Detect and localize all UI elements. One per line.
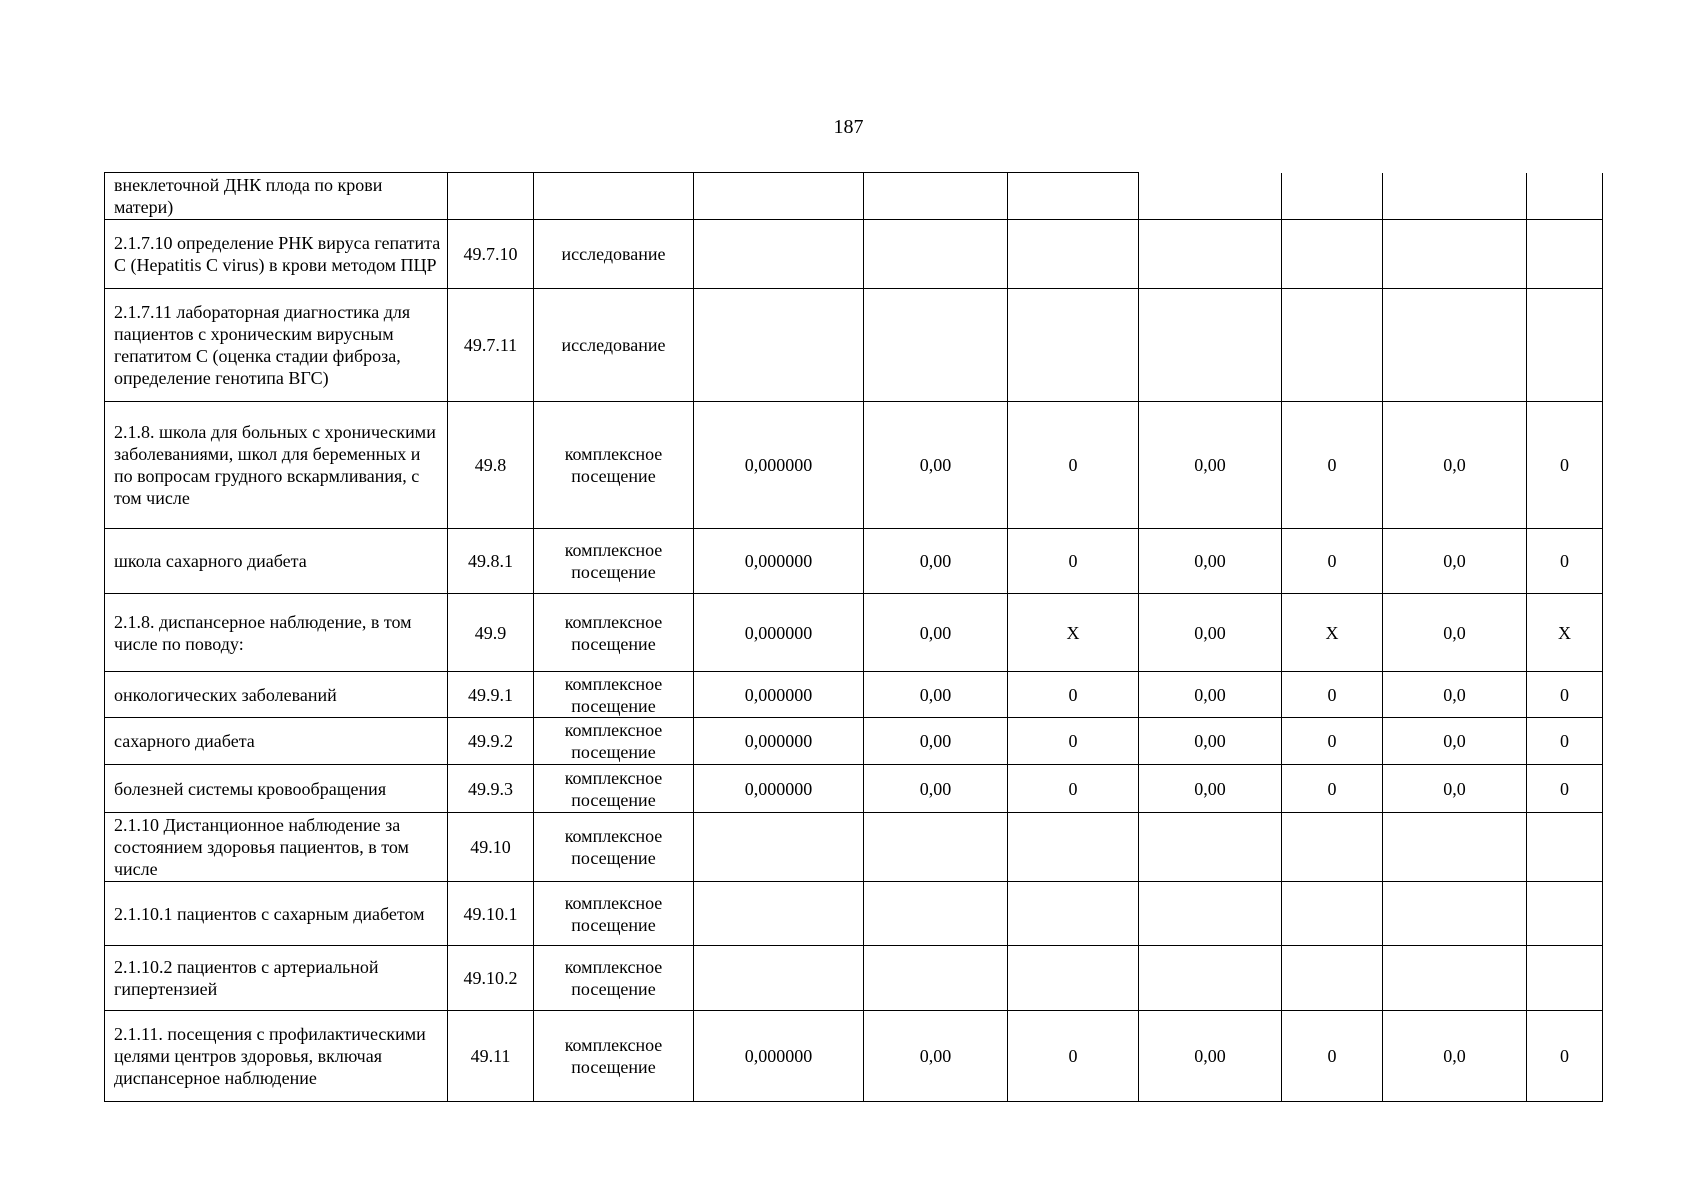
row-unit: комплексное посещение (534, 946, 694, 1011)
row-value (1282, 289, 1383, 402)
row-value (1139, 882, 1282, 946)
row-value: 0,00 (864, 402, 1008, 529)
table-row (105, 1011, 1603, 1102)
row-value: 0 (1008, 529, 1139, 594)
table-row (105, 402, 1603, 529)
row-value (1383, 813, 1527, 882)
row-code (448, 173, 534, 220)
row-name: 2.1.10.1 пациентов с сахарным диабетом (105, 882, 448, 946)
row-value (1383, 220, 1527, 289)
row-unit: комплексное посещение (534, 882, 694, 946)
row-value: 0,00 (864, 672, 1008, 718)
row-name: онкологических заболеваний (105, 672, 448, 718)
row-value (1139, 813, 1282, 882)
row-value (1527, 289, 1603, 402)
row-value: 0,0 (1383, 672, 1527, 718)
row-value: 0,00 (1139, 594, 1282, 672)
row-name: 2.1.10.2 пациентов с артериальной гипертензией (105, 946, 448, 1011)
row-value: 0,00 (1139, 529, 1282, 594)
row-value: 0,000000 (694, 672, 864, 718)
row-value: 0,000000 (694, 402, 864, 529)
row-value: 0 (1282, 765, 1383, 813)
row-value: 0 (1008, 672, 1139, 718)
row-value (1282, 946, 1383, 1011)
row-value (1383, 882, 1527, 946)
row-value: 0,00 (864, 594, 1008, 672)
row-value (1282, 220, 1383, 289)
row-value (1139, 289, 1282, 402)
row-value (694, 289, 864, 402)
row-value (864, 882, 1008, 946)
row-unit (534, 173, 694, 220)
row-code: 49.8.1 (448, 529, 534, 594)
row-value: X (1282, 594, 1383, 672)
row-value: 0 (1008, 765, 1139, 813)
row-value: 0,000000 (694, 718, 864, 765)
row-unit: исследование (534, 289, 694, 402)
row-value: 0 (1527, 529, 1603, 594)
row-value (1282, 882, 1383, 946)
row-name: 2.1.8. диспансерное наблюдение, в том числе по поводу: (105, 594, 448, 672)
row-code: 49.10.2 (448, 946, 534, 1011)
row-value (864, 289, 1008, 402)
row-value (1008, 882, 1139, 946)
row-value: 0,000000 (694, 594, 864, 672)
row-code: 49.9.3 (448, 765, 534, 813)
row-value (1008, 220, 1139, 289)
row-value: 0 (1008, 1011, 1139, 1102)
row-unit: комплексное посещение (534, 1011, 694, 1102)
row-value (1008, 289, 1139, 402)
row-value (864, 173, 1008, 220)
row-code: 49.9 (448, 594, 534, 672)
table-row (105, 220, 1603, 289)
row-value (1383, 173, 1527, 220)
row-value: 0,0 (1383, 594, 1527, 672)
row-name: 2.1.7.10 определение РНК вируса гепатита C (Hepatitis C virus) в крови методом ПЦР (105, 220, 448, 289)
row-code: 49.7.10 (448, 220, 534, 289)
row-value: 0 (1527, 718, 1603, 765)
row-value: 0,0 (1383, 1011, 1527, 1102)
row-value (1527, 882, 1603, 946)
row-value (1527, 173, 1603, 220)
row-value: 0,00 (864, 765, 1008, 813)
table-row (105, 718, 1603, 765)
row-value (1282, 173, 1383, 220)
row-value: 0 (1282, 1011, 1383, 1102)
row-value (864, 813, 1008, 882)
row-value (1282, 813, 1383, 882)
row-value: 0 (1282, 672, 1383, 718)
row-value: X (1008, 594, 1139, 672)
row-unit: комплексное посещение (534, 718, 694, 765)
row-value (1008, 946, 1139, 1011)
row-value: 0 (1282, 402, 1383, 529)
row-name: 2.1.10 Дистанционное наблюдение за состоянием здоровья пациентов, в том числе (105, 813, 448, 882)
row-name: внеклеточной ДНК плода по крови матери) (105, 173, 448, 220)
row-value: X (1527, 594, 1603, 672)
row-unit: комплексное посещение (534, 402, 694, 529)
page-number: 187 (833, 116, 864, 138)
row-value: 0 (1008, 718, 1139, 765)
row-code: 49.8 (448, 402, 534, 529)
row-value: 0 (1527, 402, 1603, 529)
row-value: 0,0 (1383, 718, 1527, 765)
row-value: 0,000000 (694, 529, 864, 594)
table-row (105, 765, 1603, 813)
row-value (1008, 173, 1139, 220)
row-value (694, 946, 864, 1011)
row-value: 0,00 (1139, 765, 1282, 813)
row-value (694, 173, 864, 220)
row-unit: комплексное посещение (534, 594, 694, 672)
row-value: 0,00 (864, 718, 1008, 765)
row-value: 0 (1527, 672, 1603, 718)
row-value (694, 220, 864, 289)
row-code: 49.9.1 (448, 672, 534, 718)
row-value (864, 220, 1008, 289)
row-code: 49.10.1 (448, 882, 534, 946)
row-value (1527, 813, 1603, 882)
row-value (1383, 946, 1527, 1011)
row-value: 0,000000 (694, 1011, 864, 1102)
table-row (105, 594, 1603, 672)
row-code: 49.9.2 (448, 718, 534, 765)
row-value: 0,0 (1383, 529, 1527, 594)
table-row (105, 173, 1603, 220)
row-value: 0,000000 (694, 765, 864, 813)
row-value (1383, 289, 1527, 402)
row-unit: комплексное посещение (534, 672, 694, 718)
row-name: 2.1.8. школа для больных с хроническими заболеваниями, школ для беременных и по вопросам грудного вскармливания, с том числе (105, 402, 448, 529)
row-value: 0 (1008, 402, 1139, 529)
row-unit: комплексное посещение (534, 529, 694, 594)
row-name: 2.1.11. посещения с профилактическими целями центров здоровья, включая диспансерное наблюдение (105, 1011, 448, 1102)
row-code: 49.11 (448, 1011, 534, 1102)
row-code: 49.10 (448, 813, 534, 882)
row-name: школа сахарного диабета (105, 529, 448, 594)
row-name: 2.1.7.11 лабораторная диагностика для пациентов с хроническим вирусным гепатитом С (оценка стадии фиброза, определение генотипа ВГС) (105, 289, 448, 402)
row-value: 0 (1282, 718, 1383, 765)
row-unit: комплексное посещение (534, 813, 694, 882)
row-value (1139, 946, 1282, 1011)
row-value: 0,00 (864, 529, 1008, 594)
row-name: сахарного диабета (105, 718, 448, 765)
row-code: 49.7.11 (448, 289, 534, 402)
table-row (105, 672, 1603, 718)
row-value: 0 (1282, 529, 1383, 594)
data-table (104, 172, 1603, 1102)
table-row (105, 813, 1603, 882)
row-unit: исследование (534, 220, 694, 289)
row-value (694, 882, 864, 946)
row-value: 0,00 (1139, 402, 1282, 529)
table-row (105, 882, 1603, 946)
row-value (864, 946, 1008, 1011)
row-value: 0,0 (1383, 765, 1527, 813)
table-row (105, 289, 1603, 402)
row-unit: комплексное посещение (534, 765, 694, 813)
row-value: 0,0 (1383, 402, 1527, 529)
row-value: 0 (1527, 1011, 1603, 1102)
table-row (105, 529, 1603, 594)
row-value: 0,00 (864, 1011, 1008, 1102)
row-value (1139, 220, 1282, 289)
table-row (105, 946, 1603, 1011)
row-value: 0,00 (1139, 718, 1282, 765)
row-value (1139, 173, 1282, 220)
row-value (1527, 946, 1603, 1011)
row-value (1527, 220, 1603, 289)
row-value: 0,00 (1139, 672, 1282, 718)
row-name: болезней системы кровообращения (105, 765, 448, 813)
row-value: 0 (1527, 765, 1603, 813)
row-value (694, 813, 864, 882)
row-value (1008, 813, 1139, 882)
row-value: 0,00 (1139, 1011, 1282, 1102)
